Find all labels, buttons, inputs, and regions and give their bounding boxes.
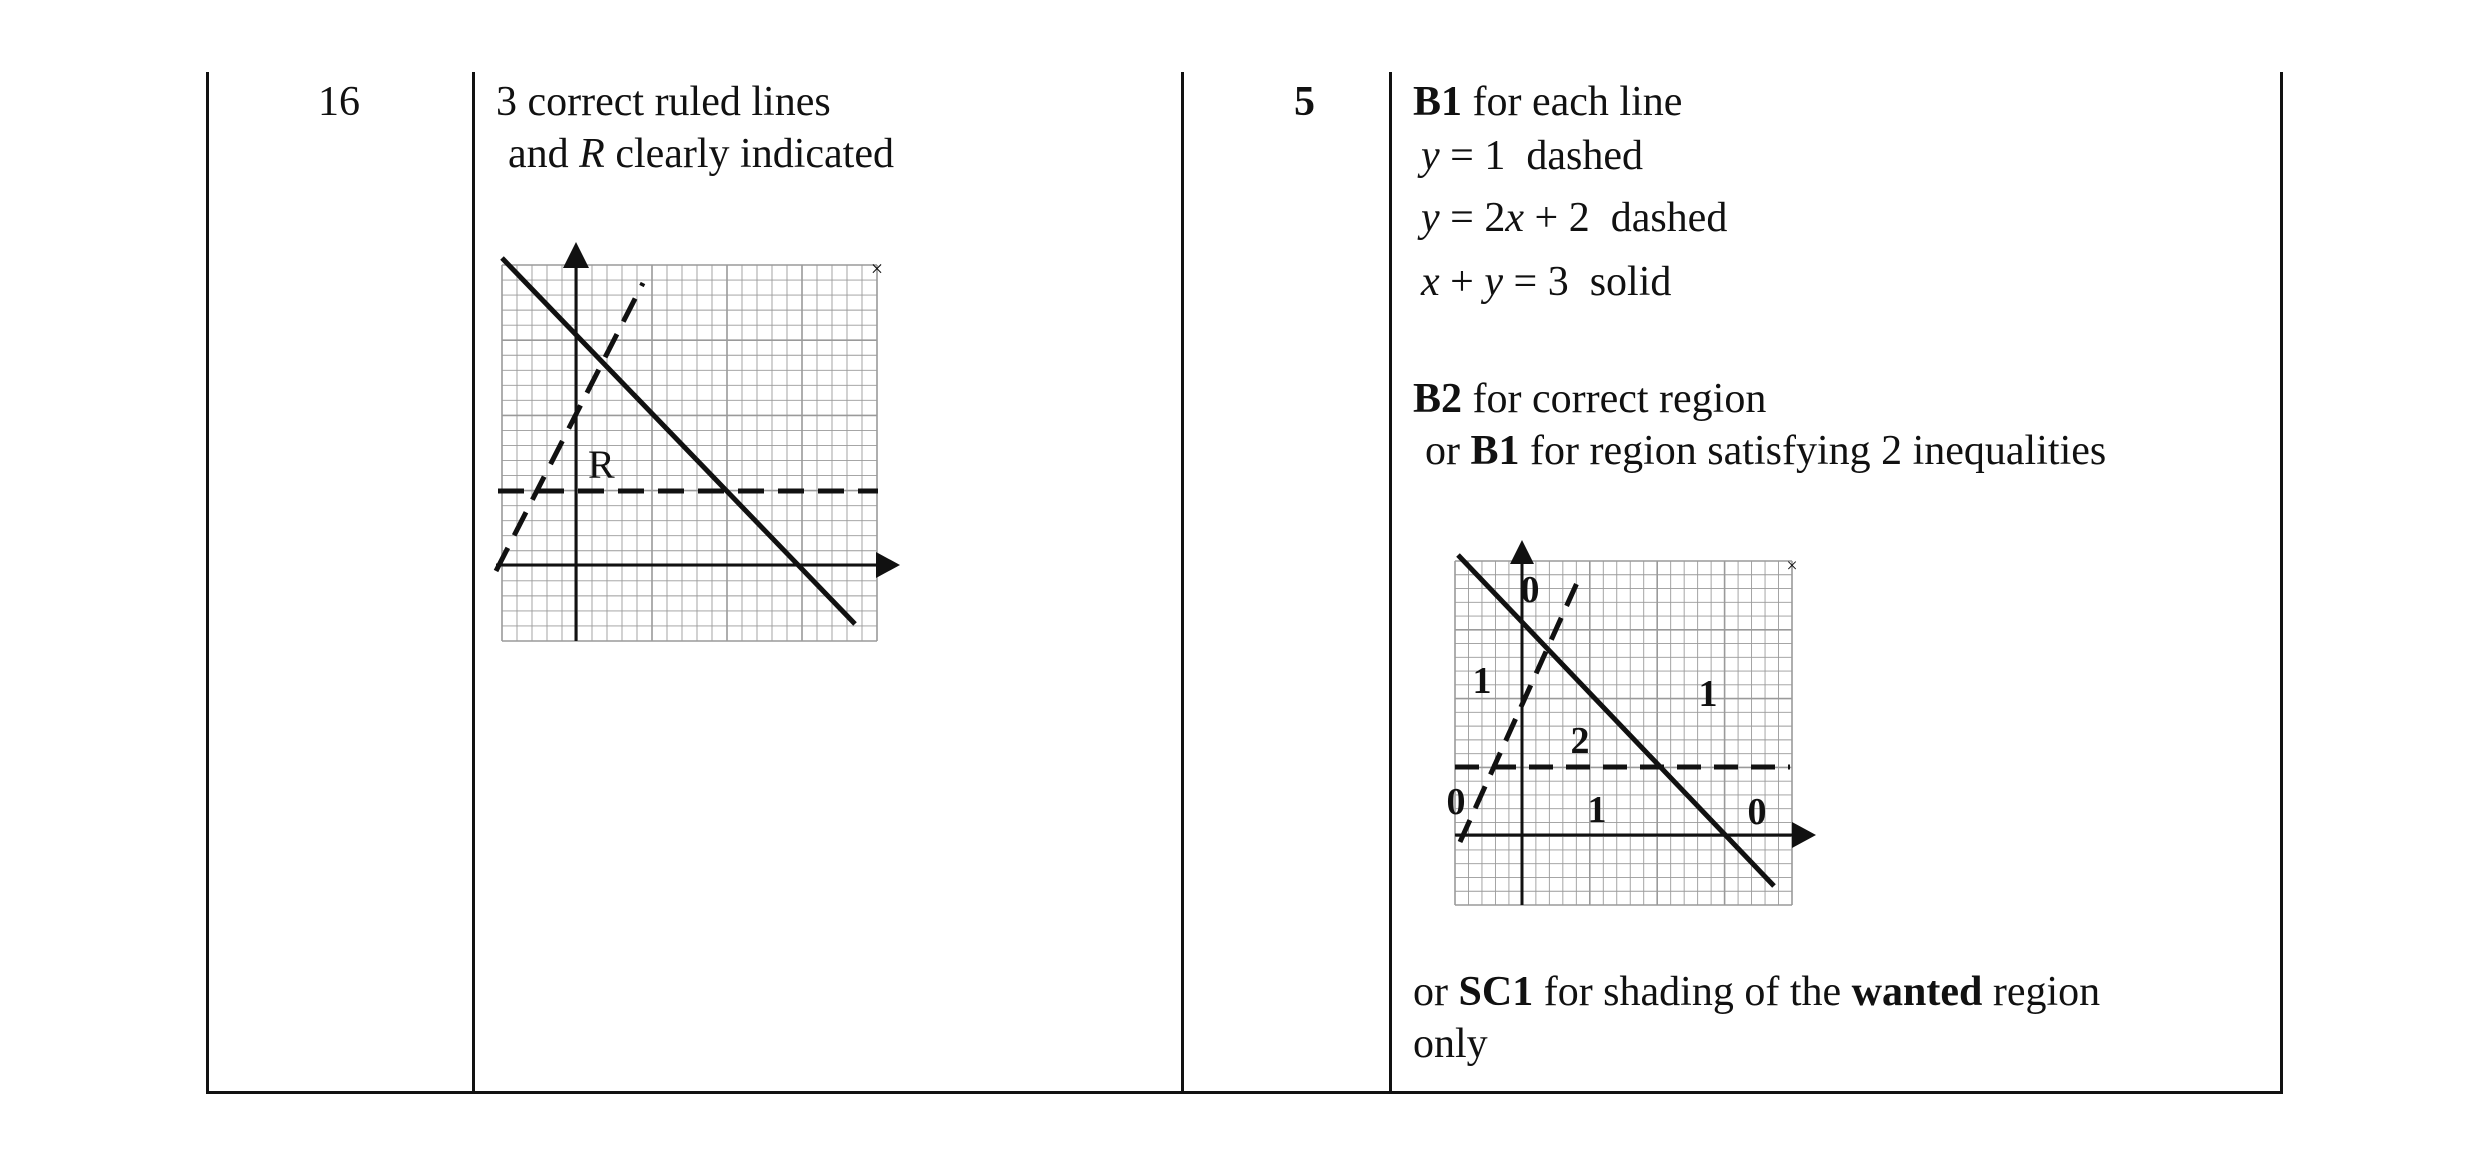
x-axis-arrow-icon xyxy=(1792,822,1816,848)
region-r-label: R xyxy=(588,442,615,487)
sc1-note: or SC1 for shading of the wanted region xyxy=(1413,969,2101,1015)
y-axis-arrow-icon xyxy=(1510,540,1534,564)
region-count-label: 1 xyxy=(1587,789,1607,831)
b1-line-note: B1 for each line xyxy=(1413,79,1683,125)
corner-cross-icon: × xyxy=(870,256,884,281)
equation-y-equals-2x-plus-2: y = 2x + 2 dashed xyxy=(1421,195,1728,241)
equation-x-plus-y-equals-3: x + y = 3 solid xyxy=(1421,259,1672,305)
b2-region-note: B2 for correct region xyxy=(1413,376,1767,422)
region-count-label: 0 xyxy=(1520,569,1540,611)
b1-region-note: or B1 for region satisfying 2 inequalities xyxy=(1425,428,2107,474)
region-count-label: 0 xyxy=(1446,781,1466,823)
equation-y-equals-1: y = 1 dashed xyxy=(1421,133,1643,179)
region-count-label: 0 xyxy=(1747,791,1767,833)
sc1-note-line-2: only xyxy=(1413,1021,1488,1067)
region-count-label: 2 xyxy=(1570,720,1590,762)
region-count-label: 1 xyxy=(1472,660,1492,702)
region-count-label: 1 xyxy=(1698,673,1718,715)
corner-cross-icon: × xyxy=(1786,555,1798,577)
answer-line-2: and R clearly indicated xyxy=(508,131,894,177)
question-number: 16 xyxy=(318,79,360,125)
answer-line-1: 3 correct ruled lines xyxy=(496,79,831,125)
marks-value: 5 xyxy=(1294,79,1315,125)
